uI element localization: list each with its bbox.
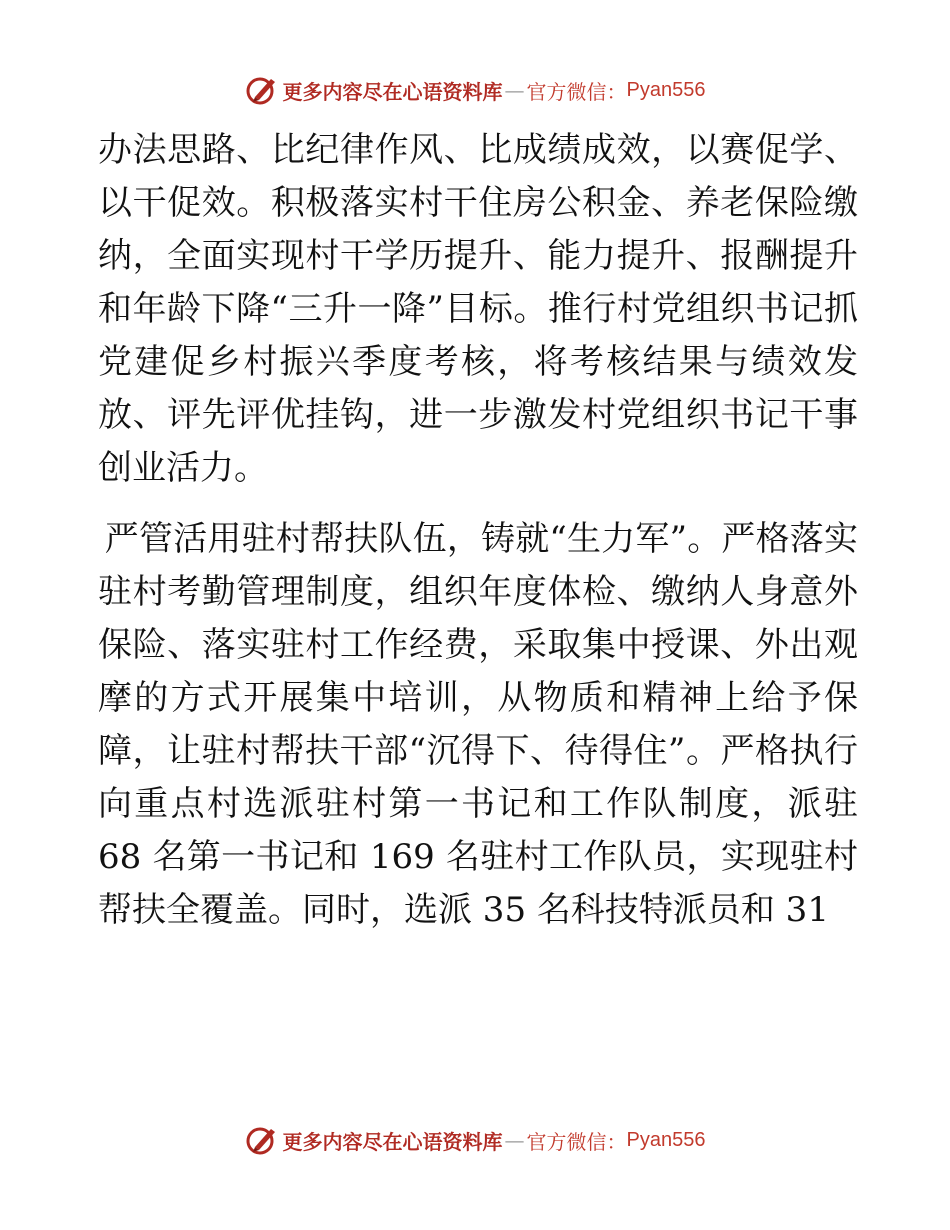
footer-watermark (0, 1120, 950, 1160)
watermark-site-name: 更多内容尽在心语资料库 (282, 79, 503, 104)
body-paragraph: 办法思路、比纪律作风、比成绩成效，以赛促学、以干促效。积极落实村干住房公积金、养老保险缴纳，全面实现村干学历提升、能力提升、报酬提升和年龄下降“三升一降”目标。推行村党组织书记抓党建促乡村振兴季度考核，将考核结果与绩效发放、评先评优挂钩，进一步激发村党组织书记干事创业活力。 (98, 130, 858, 488)
document-body (98, 124, 858, 937)
pen-circle-logo-icon (245, 73, 279, 107)
watermark-wechat-label: 官方微信： (526, 1129, 627, 1154)
body-paragraph: 严管活用驻村帮扶队伍，铸就“生力军”。严格落实驻村考勤管理制度，组织年度体检、缴纳人身意外保险、落实驻村工作经费，采取集中授课、外出观摩的方式开展集中培训，从物质和精神上给予保障，让驻村帮扶干部“沉得下、待得住”。严格执行向重点村选派驻村第一书记和工作队制度，派驻 68 名第一书记和 169 名驻村工作队员，实现驻村帮扶全覆盖。同时，选派 35 名科技特派员和 31 (98, 519, 858, 930)
watermark-wechat-id: Pyan556 (626, 78, 706, 101)
pen-circle-logo-icon (245, 1123, 279, 1157)
watermark-separator: — (504, 78, 525, 102)
watermark-separator: — (504, 1128, 525, 1152)
header-watermark (0, 70, 950, 110)
watermark-wechat-label: 官方微信： (526, 79, 627, 104)
watermark-site-name: 更多内容尽在心语资料库 (282, 1129, 503, 1154)
watermark-wechat-id: Pyan556 (626, 1128, 706, 1151)
